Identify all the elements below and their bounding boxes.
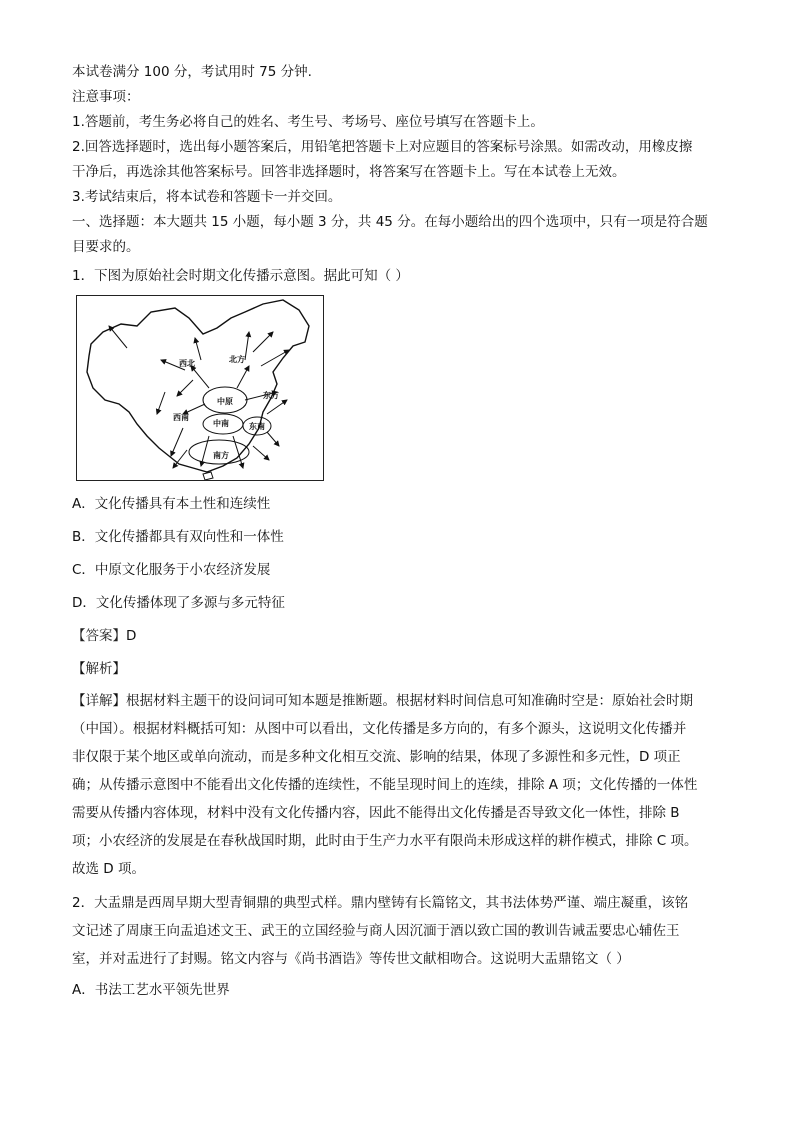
notice-item-1: 1.答题前，考生务必将自己的姓名、考生号、考场号、座位号填写在答题卡上。 <box>72 114 544 130</box>
stem-line: 文记述了周康王向盂追述文王、武王的立国经验与商人因沉湎于酒以致亡国的教训告诫盂要忠心辅佐王 <box>72 923 680 939</box>
notice-item-3: 3.考试结束后，将本试卷和答题卡一并交回。 <box>72 189 342 205</box>
detail-line: （中国）。根据材料概括可知：从图中可以看出，文化传播是多方向的，有多个源头，这说明文化传播并 <box>72 721 687 737</box>
answer-tag: 【答案】 <box>72 628 126 644</box>
detail-line: 【详解】根据材料主题干的设问词可知本题是推断题。根据材料时间信息可知准确时空是：原始社会时期 <box>72 693 693 709</box>
exam-page <box>72 60 722 1006</box>
question-1-option-d: D．文化传播体现了多源与多元特征 <box>72 595 285 611</box>
region-label-dongnan: 东南 <box>249 422 265 431</box>
section-heading-line-1: 一、选择题：本大题共 15 小题，每小题 3 分，共 45 分。在每小题给出的四个选项中，只有一项是符合题 <box>72 214 708 230</box>
region-label-zhongyuan: 中原 <box>217 397 233 406</box>
notice-item-2-line-2: 干净后，再选涂其他答案标号。回答非选择题时，将答案写在答题卡上。写在本试卷上无效。 <box>72 164 626 180</box>
region-label-zhongnan: 中南 <box>213 419 229 428</box>
region-label-nanfang: 南方 <box>213 451 229 460</box>
island-outline <box>203 472 213 480</box>
detail-line: 非仅限于某个地区或单向流动，而是多种文化相互交流、影响的结果，体现了多源性和多元性，D 项正 <box>72 749 681 765</box>
notice-title: 注意事项： <box>72 89 140 105</box>
culture-spread-map <box>76 295 324 481</box>
map-figure <box>77 296 323 480</box>
detail-line: 故选 D 项。 <box>72 861 145 877</box>
question-2-option-a: A．书法工艺水平领先世界 <box>72 982 230 998</box>
question-1-stem: 1．下图为原始社会时期文化传播示意图。据此可知（ ） <box>72 268 409 284</box>
question-2-stem <box>72 889 722 973</box>
region-label-dongfang: 东方 <box>263 391 279 400</box>
section-heading-line-2: 目要求的。 <box>72 239 140 255</box>
region-label-xinan: 西南 <box>173 413 189 422</box>
answer-value: D <box>126 628 137 644</box>
detail-line: 项；小农经济的发展是在春秋战国时期，此时由于生产力水平有限尚未形成这样的耕作模式，排除 C 项。 <box>72 833 698 849</box>
question-1-option-a: A．文化传播具有本土性和连续性 <box>72 496 271 512</box>
spread-arrows <box>109 326 289 468</box>
country-outline <box>87 300 309 472</box>
region-label-xibei: 西北 <box>179 359 195 368</box>
detail-line: 需要从传播内容体现，材料中没有文化传播内容，因此不能得出文化传播是否导致文化一体性，排除 B <box>72 805 680 821</box>
notice-item-2-line-1: 2.回答选择题时，选出每小题答案后，用铅笔把答题卡上对应题目的答案标号涂黑。如需改动，用橡皮擦 <box>72 139 693 155</box>
exam-info: 本试卷满分 100 分，考试用时 75 分钟. <box>72 64 312 80</box>
region-label-beifang: 北方 <box>229 355 245 364</box>
question-1-option-b: B．文化传播都具有双向性和一体性 <box>72 529 284 545</box>
question-1-option-c: C．中原文化服务于小农经济发展 <box>72 562 271 578</box>
stem-line: 室，并对盂进行了封赐。铭文内容与《尚书酒诰》等传世文献相吻合。这说明大盂鼎铭文（ ） <box>72 951 630 967</box>
stem-line: 2．大盂鼎是西周早期大型青铜鼎的典型式样。鼎内壁铸有长篇铭文，其书法体势严谨、端庄凝重，该铭 <box>72 895 689 911</box>
question-1-detail <box>72 687 722 883</box>
question-1-answer <box>72 621 722 652</box>
detail-line: 确；从传播示意图中不能看出文化传播的连续性，不能呈现时间上的连续，排除 A 项；文化传播的一体性 <box>72 777 698 793</box>
question-1-analysis-tag: 【解析】 <box>72 661 126 677</box>
